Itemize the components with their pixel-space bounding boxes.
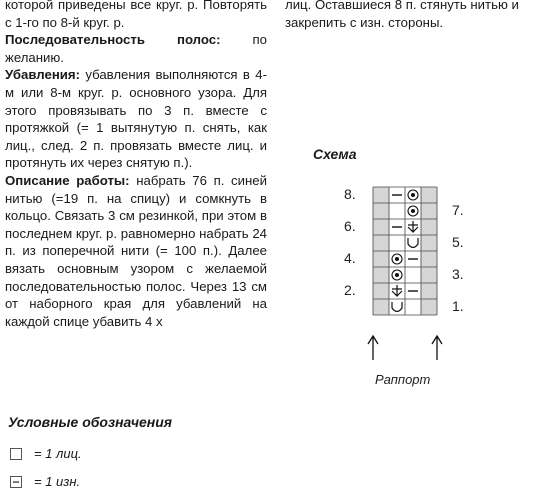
scheme-title: Схема <box>313 146 357 162</box>
description-label: Описание работы: <box>5 172 130 188</box>
row-number-left: 8. <box>344 186 356 202</box>
rapport-arrow-right-icon <box>432 336 442 360</box>
decreases-text: убавления выполняются в 4-м или 8-м круг. р. основного узора. Для этого провязывать по 3 п. вместе с протяжкой (= 1 вытянутую п. снять, как лиц., след. 2 п. провязать вместе лиц. и протянуть их через снятую п.). <box>5 67 267 171</box>
rapport-arrow-left-icon <box>368 336 378 360</box>
double-circle-symbol <box>408 206 418 216</box>
sequence-paragraph <box>5 31 267 66</box>
row-number-left: 4. <box>344 250 356 266</box>
decreases-label: Убавления: <box>5 67 80 83</box>
legend-knit-text: = 1 лиц. <box>34 446 82 461</box>
u-loop-symbol <box>408 238 418 248</box>
row-number-right: 3. <box>452 266 464 282</box>
double-circle-symbol <box>408 190 418 200</box>
finishing-paragraph: лиц. Оставшиеся 8 п. стянуть нитью и закрепить с изн. стороны. <box>285 0 519 30</box>
purl-square-icon <box>10 476 22 488</box>
arrow-down-symbol <box>392 285 402 296</box>
double-circle-symbol <box>392 270 402 280</box>
row-number-right: 5. <box>452 234 464 250</box>
knit-square-icon <box>10 448 22 460</box>
row-number-left: 6. <box>344 218 356 234</box>
knitting-chart <box>330 178 480 390</box>
legend-title: Условные обозначения <box>8 414 173 430</box>
intro-paragraph: которой приведены все круг. р. Повторять с 1-го по 8-й круг. р. <box>5 0 267 30</box>
left-text-column <box>5 0 267 330</box>
double-circle-symbol <box>392 254 402 264</box>
legend-purl-text: = 1 изн. <box>34 474 81 489</box>
row-number-right: 7. <box>452 202 464 218</box>
legend-item-knit <box>10 446 82 461</box>
arrow-down-symbol <box>408 221 418 232</box>
sequence-label: Последовательность полос: <box>5 32 221 48</box>
rapport-label: Раппорт <box>375 372 431 387</box>
sequence-text: по желанию. <box>5 32 267 65</box>
row-number-right: 1. <box>452 298 464 314</box>
description-paragraph <box>5 172 267 330</box>
right-text-column <box>285 0 555 31</box>
row-number-left: 2. <box>344 282 356 298</box>
u-loop-symbol <box>392 302 402 312</box>
decreases-paragraph <box>5 66 267 172</box>
description-text: набрать 76 п. синей нитью (=19 п. на спицу) и сомкнуть в кольцо. Связать 3 см резинкой, при этом в последнем круг. р. равномерно набрать 24 п. из поперечной нити (= 100 п.). Далее вязать основным узором с желаемой последовательностью полос. Через 13 см от наборного края для убавлений на каждой спице убавить 4 х <box>5 172 267 329</box>
legend-item-purl <box>10 474 80 489</box>
